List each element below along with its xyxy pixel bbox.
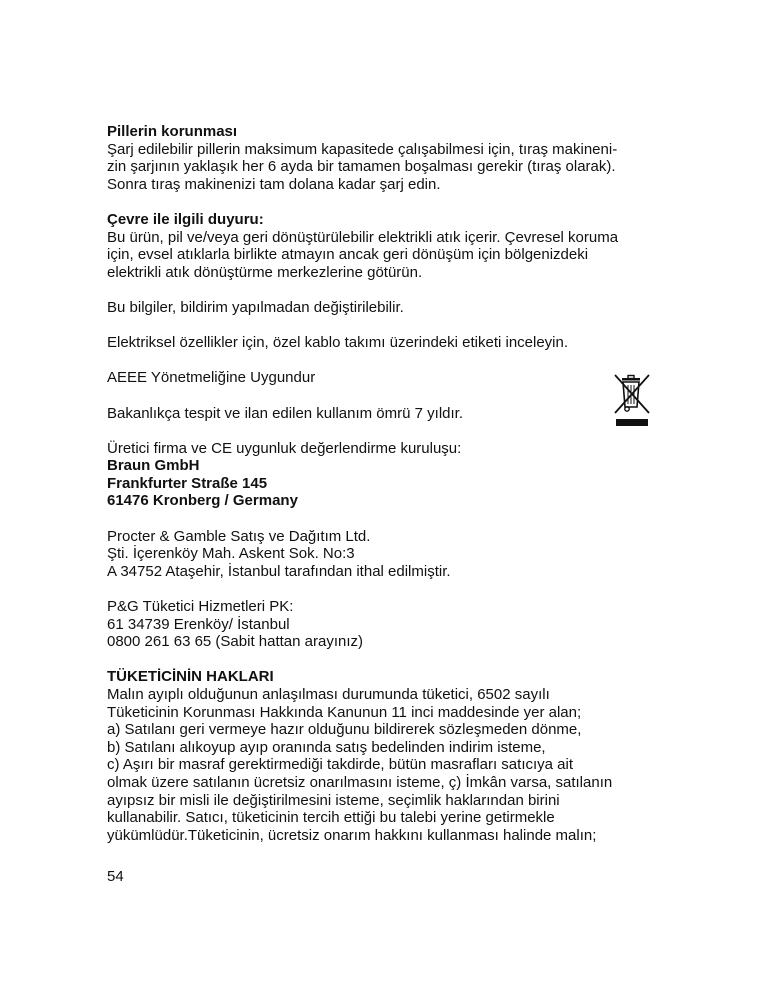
environment-line: için, evsel atıklarla birlikte atmayın ancak geri dönüşüm için bölgenizdeki — [107, 246, 589, 264]
document-page — [107, 123, 652, 862]
rights-line: Tüketicinin Korunması Hakkında Kanunun 11 inci maddesinde yer alan; — [107, 703, 582, 721]
environment-section — [107, 211, 652, 281]
aeee-compliance: AEEE Yönetmeliğine Uygundur — [107, 369, 316, 387]
rights-line: Malın ayıplı olduğunun anlaşılması durumunda tüketici, 6502 sayılı — [107, 686, 550, 703]
rights-line: olmak üzere satılanın ücretsiz onarılmasını isteme, ç) İmkân varsa, satılanın — [107, 773, 613, 791]
rights-heading: TÜKETİCİNİN HAKLARI — [107, 668, 274, 686]
battery-heading: Pillerin korunması — [107, 123, 238, 140]
importer-line: Procter & Gamble Satış ve Dağıtım Ltd. — [107, 527, 371, 545]
service-section — [107, 598, 652, 651]
service-line: 61 34739 Erenköy/ İstanbul — [107, 615, 290, 633]
manufacturer-city: 61476 Kronberg / Germany — [107, 492, 298, 510]
rights-line: kullanabilir. Satıcı, tüketicinin tercih ettiği bu talebi yerine getirmekle — [107, 809, 555, 827]
battery-line: zin şarjının yaklaşık her 6 ayda bir tamamen boşalması gerekir (tıraş olarak). — [107, 158, 616, 176]
rights-line: b) Satılanı alıkoyup ayıp oranında satış bedelinden indirim isteme, — [107, 738, 546, 756]
manufacturer-street: Frankfurter Straße 145 — [107, 474, 268, 492]
rights-line: c) Aşırı bir masraf gerektirmediği takdirde, bütün masrafları satıcıya ait — [107, 756, 574, 774]
crossed-out-wheeled-bin-icon — [611, 373, 653, 429]
environment-heading: Çevre ile ilgili duyuru: — [107, 210, 264, 228]
manufacturer-name: Braun GmbH — [107, 457, 200, 475]
lifetime-notice: Bakanlıkça tespit ve ilan edilen kullanım ömrü 7 yıldır. — [107, 404, 464, 422]
importer-section — [107, 528, 652, 581]
environment-line: Bu ürün, pil ve/veya geri dönüştürülebilir elektrikli atık içerir. Çevresel koruma — [107, 228, 619, 246]
service-line: P&G Tüketici Hizmetleri PK: — [107, 598, 294, 616]
rights-line: a) Satılanı geri vermeye hazır olduğunu bildirerek sözleşmeden dönme, — [107, 721, 582, 739]
rights-section — [107, 668, 652, 844]
page-number: 54 — [107, 868, 124, 885]
battery-section — [107, 123, 652, 193]
importer-line: A 34752 Ataşehir, İstanbul tarafından ithal edilmiştir. — [107, 562, 451, 580]
rights-line: yükümlüdür.Tüketicinin, ücretsiz onarım hakkını kullanması halinde malın; — [107, 826, 597, 844]
notice-change: Bu bilgiler, bildirim yapılmadan değiştirilebilir. — [107, 298, 404, 316]
environment-line: elektrikli atık dönüştürme merkezlerine götürün. — [107, 263, 423, 281]
manufacturer-section — [107, 440, 652, 510]
notice-electrical: Elektriksel özellikler için, özel kablo takımı üzerindeki etiketi inceleyin. — [107, 334, 569, 352]
importer-line: Şti. İçerenköy Mah. Askent Sok. No:3 — [107, 545, 355, 563]
service-line: 0800 261 63 65 (Sabit hattan arayınız) — [107, 633, 364, 651]
rights-line: ayıpsız bir misli ile değiştirilmesini isteme, seçimlik haklarından birini — [107, 791, 560, 809]
battery-line: Şarj edilebilir pillerin maksimum kapasitede çalışabilmesi için, tıraş makineni- — [107, 140, 618, 158]
manufacturer-intro: Üretici firma ve CE uygunluk değerlendirme kuruluşu: — [107, 439, 462, 457]
battery-line: Sonra tıraş makinenizi tam dolana kadar şarj edin. — [107, 175, 441, 193]
